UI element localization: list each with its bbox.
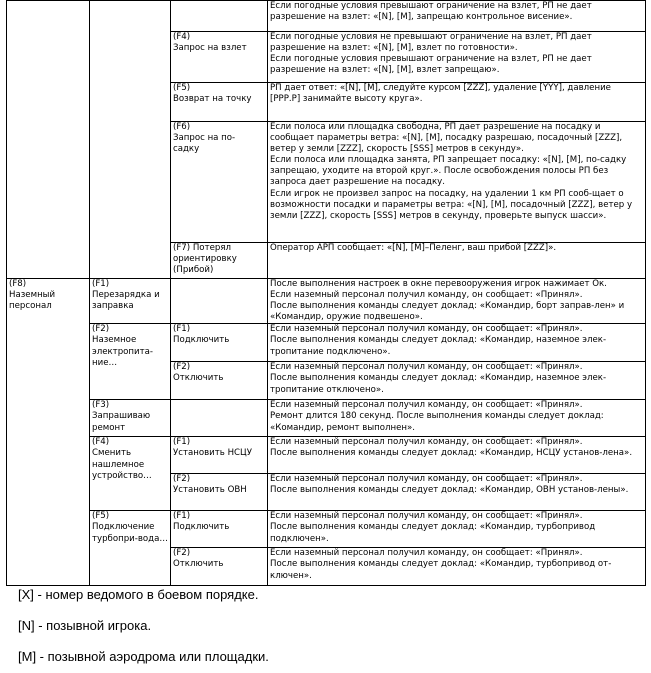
cell-text: Если погодные условия превышают ограничение на взлет, РП не дает разрешение на взлет: «[N], [M], запрещаю контрольное висение». <box>268 1 646 32</box>
cell-label-g5-f1: (F1) Подключить <box>171 511 268 548</box>
cell-empty <box>7 1 90 279</box>
legend-m: [M] - позывной аэродрома или площадки. <box>18 649 269 664</box>
cell-label-g4: (F4) Сменить нашлемное устройство… <box>90 437 171 511</box>
cell-text-f5: РП дает ответ: «[N], [M], следуйте курсом [ZZZ], удаление [YYY], давление [РРР.Р] занимайте высоту круга». <box>268 83 646 122</box>
cell-label-f5: (F5) Возврат на точку <box>171 83 268 122</box>
cell-label-g3: (F3) Запрашиваю ремонт <box>90 400 171 437</box>
cell-label-g4-f1: (F1) Установить НСЦУ <box>171 437 268 474</box>
legend-x: [X] - номер ведомого в боевом порядке. <box>18 587 259 602</box>
cell-label-f7: (F7) Потерял ориентировку (Прибой) <box>171 243 268 279</box>
legend-n: [N] - позывной игрока. <box>18 618 152 633</box>
cell-label-g5-f2: (F2) Отключить <box>171 548 268 586</box>
cell-text-f7: Оператор АРП сообщает: «[N], [M]–Пеленг, ваш прибой [ZZZ]». <box>268 243 646 279</box>
cell-label-f4: (F4) Запрос на взлет <box>171 32 268 83</box>
cell-text-g3: Если наземный персонал получил команду, он сообщает: «Принял». Ремонт длится 180 секунд. После выполнения команды следует доклад: «Командир, ремонт выполнен». <box>268 400 646 437</box>
cell-empty <box>171 400 268 437</box>
cell-text-g5-f1: Если наземный персонал получил команду, он сообщает: «Принял». После выполнения команды следует доклад: «Командир, турбопривод подключен». <box>268 511 646 548</box>
cell-label-f8: (F8) Наземный персонал <box>7 279 90 586</box>
cell-text-g4-f1: Если наземный персонал получил команду, он сообщает: «Принял». После выполнения команды следует доклад: «Командир, НСЦУ установ-лена». <box>268 437 646 474</box>
cell-label-g4-f2: (F2) Установить ОВН <box>171 474 268 511</box>
cell-text-g2-f1: Если наземный персонал получил команду, он сообщает: «Принял». После выполнения команды следует доклад: «Командир, наземное элек-тропитание подключено». <box>268 324 646 362</box>
cell-label-g2: (F2) Наземное электропита-ние… <box>90 324 171 400</box>
cell-label-g1: (F1) Перезарядка и заправка <box>90 279 171 324</box>
cell-empty <box>90 1 171 279</box>
radio-commands-table <box>6 0 646 586</box>
cell-text-f4: Если погодные условия не превышают ограничение на взлет, РП дает разрешение на взлет: «[N], [M], взлет по готовности». Если погодные условия превышают ограничение на взлет, РП не дает разрешение на взлет: «[N], [M], взлет запрещаю». <box>268 32 646 83</box>
cell-label-g2-f1: (F1) Подключить <box>171 324 268 362</box>
cell-text-g1: После выполнения настроек в окне перевооружения игрок нажимает Ок. Если наземный персонал получил команду, он сообщает: «Принял». После выполнения команды следует доклад: «Командир, борт заправ-лен» и «Командир, оружие подвешено». <box>268 279 646 324</box>
cell-text-g2-f2: Если наземный персонал получил команду, он сообщает: «Принял». После выполнения команды следует доклад: «Командир, наземное элек-тропитание отключено». <box>268 362 646 400</box>
cell-label-g5: (F5) Подключение турбопри-вода… <box>90 511 171 586</box>
cell-text-f6: Если полоса или площадка свободна, РП дает разрешение на посадку и сообщает параметры ветра: «[N], [M], посадку разрешаю, посадочный [ZZZ], ветер у земли [ZZZ], скорость [SSS] метров в секунду». Если полоса или площадка занята, РП запрещает посадку: «[N], [M], по-садку запрещаю, уходите на второй круг.». После освобождения полосы РП без запроса дает разрешение на посадку. Если игрок не произвел запрос на посадку, на удалении 1 км РП сооб-щает о возможности посадки и параметры ветра: «[N], [M], посадочный [ZZZ], ветер у земли [ZZZ], скорость [SSS] метров в секунду, проверьте выпуск шасси». <box>268 122 646 243</box>
cell-empty <box>171 279 268 324</box>
cell-text-g5-f2: Если наземный персонал получил команду, он сообщает: «Принял». После выполнения команды следует доклад: «Командир, турбопривод от-ключен». <box>268 548 646 586</box>
cell-text-g4-f2: Если наземный персонал получил команду, он сообщает: «Принял». После выполнения команды следует доклад: «Командир, ОВН установ-лены». <box>268 474 646 511</box>
cell-empty <box>171 1 268 32</box>
cell-label-f6: (F6) Запрос на по- садку <box>171 122 268 243</box>
cell-label-g2-f2: (F2) Отключить <box>171 362 268 400</box>
